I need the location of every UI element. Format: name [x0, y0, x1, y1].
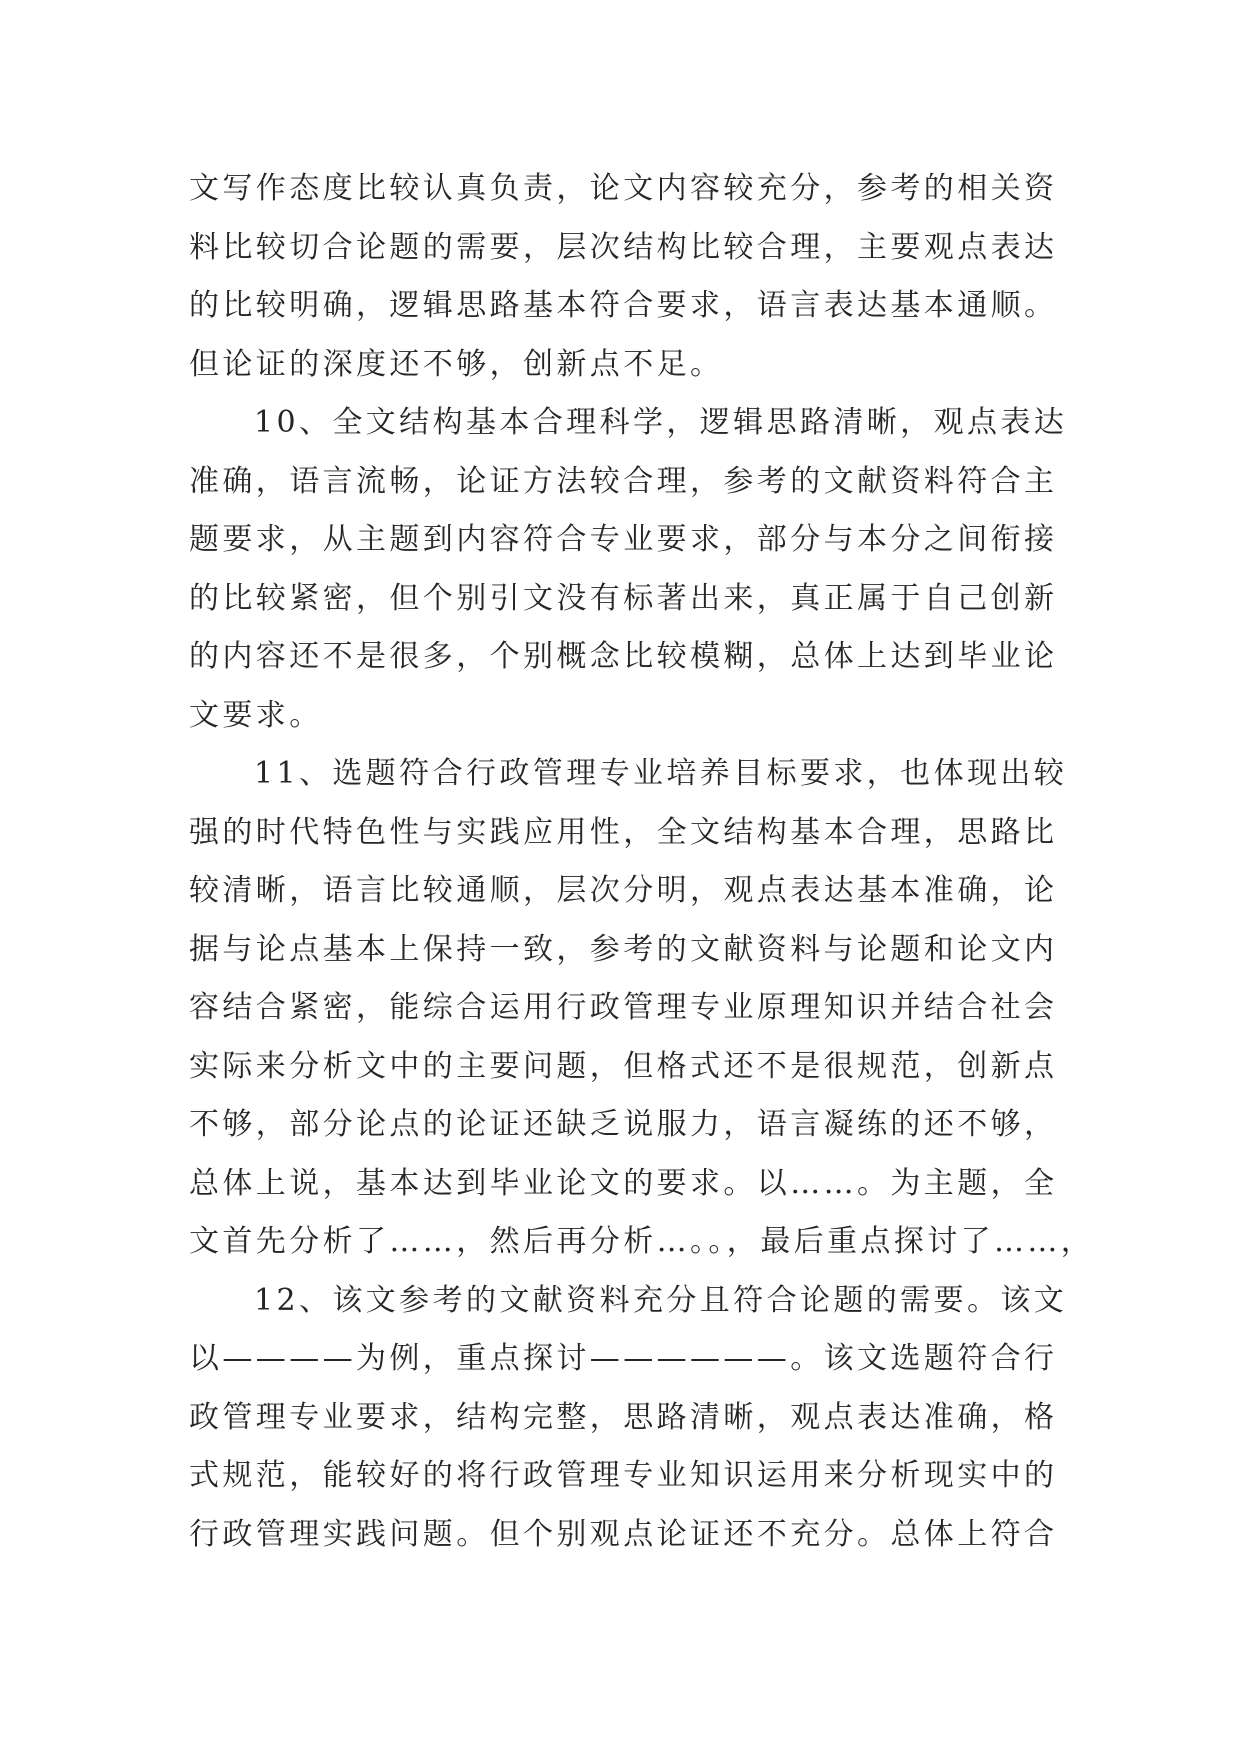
text-line: 12、该文参考的文献资料充分且符合论题的需要。该文	[254, 1282, 1068, 1318]
paragraph-item-12	[189, 1272, 1089, 1565]
text-line: 的比较紧密，但个别引文没有标著出来，真正属于自己创新	[189, 580, 1058, 616]
text-line: 以————为例，重点探讨——————。该文选题符合行	[189, 1341, 1058, 1376]
paragraph-item-11	[189, 745, 1095, 1272]
text-line: 行政管理实践问题。但个别观点论证还不充分。总体上符合	[189, 1516, 1058, 1552]
text-line: 题要求，从主题到内容符合专业要求，部分与本分之间衔接	[189, 522, 1058, 557]
text-line: 10、全文结构基本合理科学，逻辑思路清晰，观点表达	[254, 405, 1068, 440]
text-line: 文要求。	[189, 697, 323, 733]
paragraph-continuation	[189, 160, 1089, 394]
text-line: 的比较明确，逻辑思路基本符合要求，语言表达基本通顺。	[189, 288, 1058, 323]
text-line: 的内容还不是很多，个别概念比较模糊，总体上达到毕业论	[189, 639, 1058, 674]
text-line: 据与论点基本上保持一致，参考的文献资料与论题和论文内	[189, 931, 1058, 967]
text-line: 料比较切合论题的需要，层次结构比较合理，主要观点表达	[189, 229, 1058, 265]
text-line: 但论证的深度还不够，创新点不足。	[189, 346, 724, 382]
text-line: 实际来分析文中的主要问题，但格式还不是很规范，创新点	[189, 1048, 1058, 1084]
text-line: 文写作态度比较认真负责，论文内容较充分，参考的相关资	[189, 171, 1058, 206]
text-line: 准确，语言流畅，论证方法较合理，参考的文献资料符合主	[189, 463, 1058, 499]
text-line: 11、选题符合行政管理专业培养目标要求，也体现出较	[254, 756, 1068, 791]
text-line: 较清晰，语言比较通顺，层次分明，观点表达基本准确，论	[189, 873, 1058, 908]
text-line: 强的时代特色性与实践应用性，全文结构基本合理，思路比	[189, 814, 1058, 850]
text-line: 文首先分析了……，然后再分析…。。，最后重点探讨了……，	[189, 1224, 1095, 1259]
text-line: 政管理专业要求，结构完整，思路清晰，观点表达准确，格	[189, 1399, 1058, 1435]
text-line: 总体上说，基本达到毕业论文的要求。以……。为主题，全	[189, 1165, 1058, 1201]
text-line: 式规范，能较好的将行政管理专业知识运用来分析现实中的	[189, 1458, 1058, 1493]
text-line: 不够，部分论点的论证还缺乏说服力，语言凝练的还不够，	[189, 1107, 1058, 1142]
text-line: 容结合紧密，能综合运用行政管理专业原理知识并结合社会	[189, 990, 1058, 1025]
document-body	[189, 160, 1095, 1564]
paragraph-item-10	[189, 394, 1089, 745]
